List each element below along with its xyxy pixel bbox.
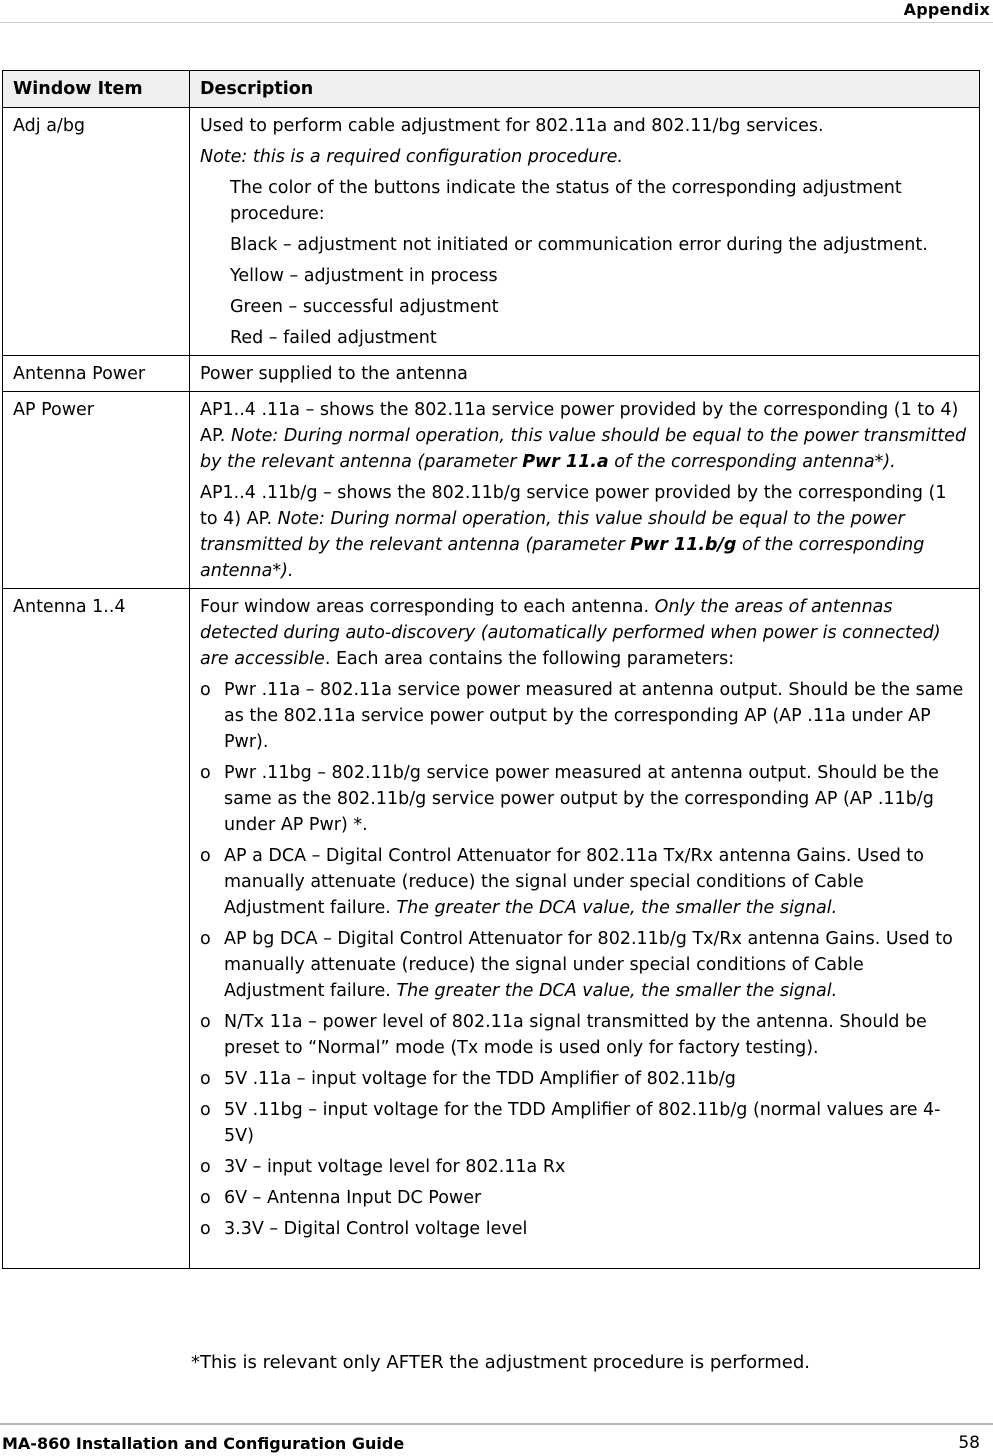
page-header	[0, 0, 993, 23]
list-item: o 5V .11a – input voltage for the TDD Amplifier of 802.11b/g	[200, 1069, 736, 1089]
ap-power-11bg: AP1..4 .11b/g – shows the 802.11b/g service power provided by the corresponding (1 to 4) AP. Note: During normal operation, this value should be equal to the power transmitted by the relevant antenna (parameter Pwr 11.b/g of the corresponding antenna*).	[200, 483, 947, 581]
table-row-antenna	[3, 589, 980, 1269]
description-cell: Power supplied to the antenna	[190, 356, 980, 392]
item-cell: Antenna 1..4	[3, 589, 190, 1269]
description-cell	[190, 108, 980, 356]
antenna-intro: Four window areas corresponding to each antenna. Only the areas of antennas detected during auto-discovery (automatically performed when power is connected) are accessible. Each area contains the following parameters:	[200, 597, 941, 669]
table-row-ap-power	[3, 392, 980, 589]
window-items-table	[2, 70, 980, 1269]
color-intro: The color of the buttons indicate the status of the corresponding adjustment procedure:	[230, 178, 902, 224]
footer-title: MA-860 Installation and Configuration Guide	[2, 1434, 405, 1453]
list-item: o Pwr .11a – 802.11a service power measured at antenna output. Should be the same as the 802.11a service power output by the corresponding AP (AP .11a under AP Pwr).	[200, 680, 964, 752]
list-item: o Pwr .11bg – 802.11b/g service power measured at antenna output. Should be the same as the 802.11b/g service power output by the corresponding AP (AP .11b/g under AP Pwr) *.	[200, 763, 939, 835]
ap-power-11a: AP1..4 .11a – shows the 802.11a service power provided by the corresponding (1 to 4) AP. Note: During normal operation, this value should be equal to the power transmitted by the relevant antenna (parameter Pwr 11.a of the corresponding antenna*).	[200, 400, 967, 472]
list-item: o AP bg DCA – Digital Control Attenuator for 802.11b/g Tx/Rx antenna Gains. Used to manually attenuate (reduce) the signal under special conditions of Cable Adjustment failure. The greater the DCA value, the smaller the signal.	[200, 929, 953, 1001]
section-title: Appendix	[903, 0, 990, 19]
table-row-antenna-power	[3, 356, 980, 392]
antenna-parameter-list	[200, 677, 969, 1242]
page-number: 58	[958, 1433, 980, 1453]
item-cell: Adj a/bg	[3, 108, 190, 356]
list-item: o 5V .11bg – input voltage for the TDD Amplifier of 802.11b/g (normal values are 4-5V)	[200, 1100, 941, 1146]
column-header-description: Description	[190, 71, 980, 108]
color-green: Green – successful adjustment	[230, 297, 499, 317]
color-black: Black – adjustment not initiated or communication error during the adjustment.	[230, 235, 928, 255]
table-header-row	[3, 71, 980, 108]
footnote: *This is relevant only AFTER the adjustment procedure is performed.	[191, 1352, 810, 1373]
list-item: o 3.3V – Digital Control voltage level	[200, 1219, 528, 1239]
color-red: Red – failed adjustment	[230, 328, 437, 348]
adj-note: Note: this is a required configuration procedure.	[200, 147, 623, 167]
item-cell: AP Power	[3, 392, 190, 589]
list-item: o AP a DCA – Digital Control Attenuator for 802.11a Tx/Rx antenna Gains. Used to manually attenuate (reduce) the signal under special conditions of Cable Adjustment failure. The greater the DCA value, the smaller the signal.	[200, 846, 924, 918]
description-cell	[190, 589, 980, 1269]
list-item: o 3V – input voltage level for 802.11a Rx	[200, 1157, 566, 1177]
description-cell	[190, 392, 980, 589]
list-item: o N/Tx 11a – power level of 802.11a signal transmitted by the antenna. Should be preset to “Normal” mode (Tx mode is used only for factory testing).	[200, 1012, 927, 1058]
list-item: o 6V – Antenna Input DC Power	[200, 1188, 482, 1208]
adj-description: Used to perform cable adjustment for 802.11a and 802.11/bg services.	[200, 116, 824, 136]
item-cell: Antenna Power	[3, 356, 190, 392]
color-yellow: Yellow – adjustment in process	[230, 266, 498, 286]
footer-divider	[0, 1423, 993, 1425]
column-header-window-item: Window Item	[3, 71, 190, 108]
table-row-adj	[3, 108, 980, 356]
